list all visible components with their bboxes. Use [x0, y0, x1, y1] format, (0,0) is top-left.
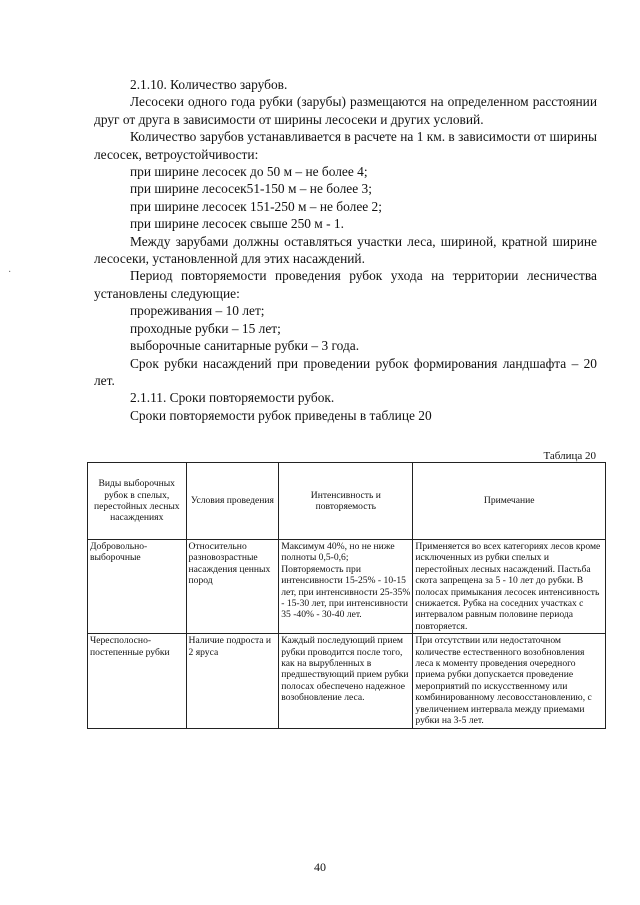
list-item: выборочные санитарные рубки – 3 года. — [130, 338, 360, 354]
paragraph: Срок рубки насаждений при проведении рубок формирования ландшафта – 20 лет. — [94, 355, 597, 388]
list-item: при ширине лесосек 151-250 м – не более 2; — [130, 198, 382, 214]
table-cell: Каждый последующий прием рубки проводится после того, как на вырубленных в предшествующий прием рубки полосах обеспечено надежное возобновление леса. — [279, 634, 413, 728]
list-item: при ширине лесосек51-150 м – не более 3; — [130, 181, 372, 197]
margin-mark: · — [8, 267, 12, 278]
page-number: 40 — [314, 860, 326, 874]
section-heading: 2.1.11. Сроки повторяемости рубок. — [130, 390, 335, 406]
list-item: при ширине лесосек до 50 м – не более 4; — [130, 164, 368, 180]
table-cell: Максимум 40%, но не ниже полноты 0,5-0,6; Повторяемость при интенсивности 15-25% - 10-15 лет, при интенсивности 25-35% - 15-30 лет, при интенсивности 35 -40% - 30-40 лет. — [279, 540, 413, 634]
table-header-row — [88, 463, 606, 540]
paragraph: Количество зарубов устанавливается в расчете на 1 км. в зависимости от ширины лесосек, ветроустойчивости: — [94, 129, 597, 162]
table-cell: Чересполосно-постепенные рубки — [88, 634, 187, 728]
table-cell: При отсутствии или недостаточном количестве естественного возобновления леса к моменту проведения очередного приема рубки допускается проведение мероприятий по искусственному или комбинированному лесовосстановлению, с увеличением интервала между приемами рубки на 3-5 лет. — [413, 634, 606, 728]
paragraph: Между зарубами должны оставляться участки леса, шириной, кратной ширине лесосеки, установленной для этих насаждений. — [94, 233, 597, 267]
table-row — [88, 540, 606, 634]
table-cell: Относительно разновозрастные насаждения ценных пород — [186, 540, 279, 634]
column-header: Виды выборочных рубок в спелых, перестойных лесных насаждениях — [88, 463, 187, 540]
paragraph: Сроки повторяемости рубок приведены в таблице 20 — [130, 407, 432, 423]
list-item: при ширине лесосек свыше 250 м - 1. — [130, 216, 344, 232]
column-header: Условия проведения — [186, 463, 279, 540]
paragraph: Период повторяемости проведения рубок ухода на территории лесничества установлены следующие: — [94, 268, 597, 301]
column-header: Примечание — [413, 463, 606, 540]
column-header: Интенсивность и повторяемость — [279, 463, 413, 540]
table-row — [88, 634, 606, 728]
paragraph: Лесосеки одного года рубки (зарубы) размещаются на определенном расстоянии друг от друга в зависимости от ширины лесосеки и других условий. — [94, 94, 597, 127]
table-cell: Применяется во всех категориях лесов кроме исключенных из рубки спелых и перестойных лесных насаждений. Пастьба скота запрещена за 5 - 10 лет до рубки. В полосах примыкания лесосек интенсивность снижается. Рубка на соседних участках с интервалом равным половине периода повторяется. — [413, 540, 606, 634]
data-table — [87, 462, 606, 729]
list-item: проходные рубки – 15 лет; — [130, 320, 281, 336]
body-text — [94, 76, 597, 424]
list-item: прореживания – 10 лет; — [130, 303, 265, 319]
table-cell: Добровольно-выборочные — [88, 540, 187, 634]
section-heading: 2.1.10. Количество зарубов. — [130, 77, 288, 92]
table-caption: Таблица 20 — [543, 450, 596, 462]
table-cell: Наличие подроста и 2 яруса — [186, 634, 279, 728]
